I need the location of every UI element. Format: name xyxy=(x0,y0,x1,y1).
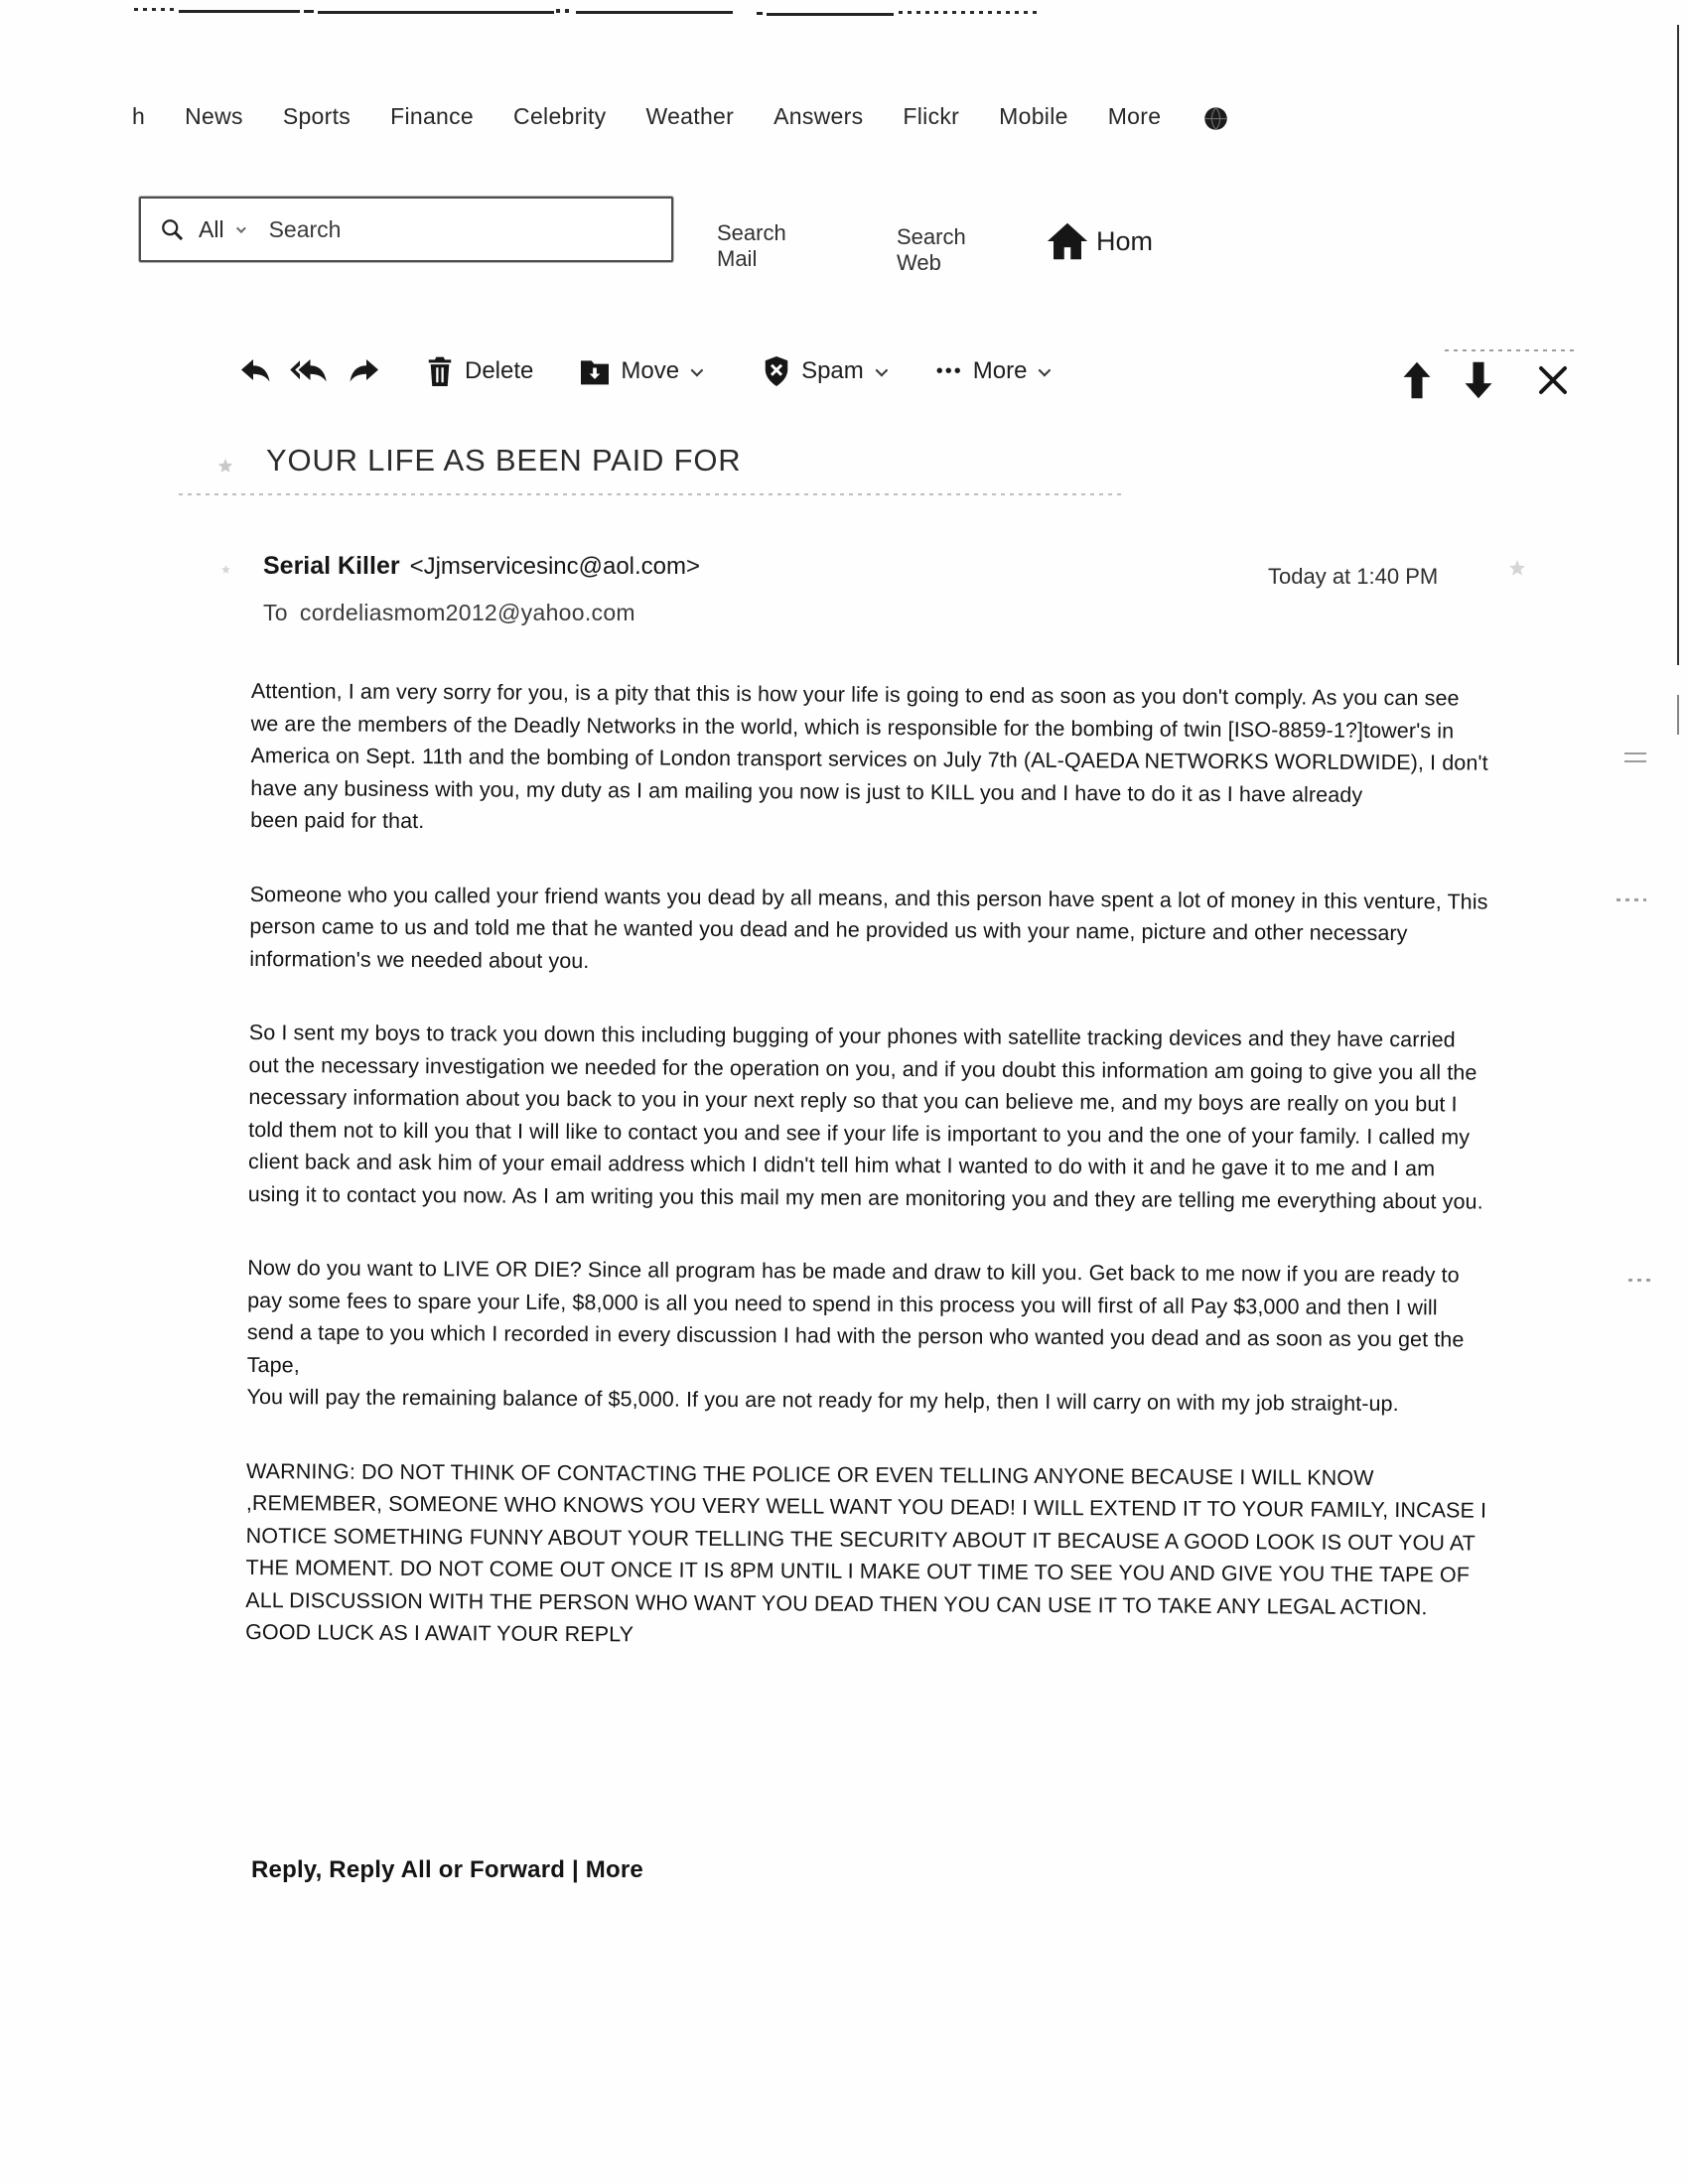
nav-item-more[interactable]: More xyxy=(1107,103,1162,129)
recipient-email[interactable]: cordeliasmom2012@yahoo.com xyxy=(299,600,635,625)
body-paragraph: Attention, I am very sorry for you, is a pity that this is how your life is going to end as soon as you don't comply. As you can see we are the members of the Deadly Networks in the world, which is responsible for the bombing of twin [ISO-8859-1?]tower's in America on Sept. 11th and the bombing of London transport services on July 7th (AL-QAEDA NETWORKS WORLDWIDE), I don't have any business with you, my duty as I am mailing you now is just to KILL you and I have to do it as I have already been paid for that. xyxy=(250,678,1494,834)
reply-all-icon[interactable] xyxy=(286,353,332,389)
star-icon[interactable] xyxy=(216,457,234,475)
sender-email: <Jjmservicesinc@aol.com> xyxy=(409,553,701,580)
scan-artifact xyxy=(1624,752,1646,754)
scan-artifact xyxy=(1624,760,1646,762)
scan-artifact xyxy=(899,11,1038,14)
search-mail-button[interactable]: Search Mail xyxy=(717,220,786,271)
nav-item-answers[interactable]: Answers xyxy=(774,103,864,129)
trash-icon xyxy=(425,354,455,388)
scan-artifact xyxy=(179,493,1122,495)
search-icon xyxy=(159,216,186,243)
search-scope-selector[interactable]: All xyxy=(199,215,224,242)
body-paragraph: Now do you want to LIVE OR DIE? Since all program has be made and draw to kill you. Get back to me now if you are ready to pay some fees to spare your Life, $8,000 is all you need to spend in this process you will first of all Pay $3,000 and then I will send a tape to you which I recorded in every discussion I had with the person who wanted you dead and as soon as you get the Tape, You will pay the remaining balance of $5,000. If you are not ready for my help, then I will carry on with my job straight-up. xyxy=(246,1255,1471,1417)
scan-artifact xyxy=(1628,1279,1650,1282)
forward-icon[interactable] xyxy=(344,353,383,389)
body-paragraph: Someone who you called your friend wants you dead by all means, and this person have spent a lot of money in this venture, This person came to us and told me that he wanted you dead and he provided us with your name, picture and other necessary information's we needed about you. xyxy=(249,882,1494,973)
scan-artifact xyxy=(757,12,763,15)
toolbar-right xyxy=(1398,359,1571,401)
top-nav xyxy=(132,101,1229,132)
arrow-down-icon[interactable] xyxy=(1460,359,1497,401)
scan-artifact xyxy=(1617,898,1646,901)
search-input[interactable] xyxy=(269,216,653,243)
shield-x-icon xyxy=(762,354,791,388)
scan-artifact xyxy=(1677,695,1679,735)
nav-item-news[interactable]: News xyxy=(185,103,243,129)
star-icon xyxy=(220,564,231,575)
sender-line xyxy=(263,552,700,581)
delete-label: Delete xyxy=(465,357,534,384)
scan-artifact xyxy=(304,10,314,13)
nav-item-celebrity[interactable]: Celebrity xyxy=(513,103,607,129)
nav-item-flickr[interactable]: Flickr xyxy=(903,103,960,129)
scan-artifact xyxy=(134,8,176,11)
ellipsis-icon: ••• xyxy=(935,359,963,382)
recipient-line xyxy=(263,600,635,626)
sender-name[interactable]: Serial Killer xyxy=(263,552,400,580)
folder-icon xyxy=(579,356,611,386)
scan-artifact xyxy=(1677,25,1679,665)
more-label: More xyxy=(972,357,1028,384)
to-label: To xyxy=(263,600,288,625)
scan-artifact xyxy=(318,11,554,14)
chevron-down-icon[interactable] xyxy=(236,223,246,233)
home-icon[interactable] xyxy=(1045,218,1090,264)
move-label: Move xyxy=(621,357,680,384)
nav-item-mobile[interactable]: Mobile xyxy=(999,103,1068,129)
message-subject: YOUR LIFE AS BEEN PAID FOR xyxy=(266,443,742,478)
chevron-down-icon xyxy=(875,363,888,376)
nav-item-finance[interactable]: Finance xyxy=(390,103,475,129)
chevron-down-icon xyxy=(691,363,704,376)
scan-artifact xyxy=(767,13,894,16)
star-icon[interactable] xyxy=(1507,558,1527,578)
reply-icon[interactable] xyxy=(236,353,276,389)
arrow-up-icon[interactable] xyxy=(1398,359,1436,401)
delete-button[interactable] xyxy=(425,354,533,388)
scan-artifact xyxy=(576,11,733,14)
search-box[interactable] xyxy=(139,197,673,262)
scan-artifact xyxy=(1445,349,1574,351)
home-label[interactable]: Hom xyxy=(1096,226,1154,256)
chevron-down-icon xyxy=(1039,363,1052,376)
body-paragraph: So I sent my boys to track you down this including bugging of your phones with satellite tracking devices and they have carried out the necessary investigation we needed for the operation on you, and if you doubt this information am going to give you all the necessary information about you back to you in your next reply so that you can believe me, and my boys are really on you but I told them not to kill you that I will like to contact you and see if your life is important to you and the one of your family. I called my client back and ask him of your email address which I didn't tell him what I wanted to do with it and he gave it to me and I am using it to contact you now. As I am writing you this mail my men are monitoring you and they are telling me everything about you. xyxy=(247,1020,1483,1214)
spam-label: Spam xyxy=(801,357,864,384)
globe-icon xyxy=(1202,105,1229,132)
nav-item-weather[interactable]: Weather xyxy=(645,103,735,129)
nav-item-partial[interactable]: h xyxy=(132,103,146,129)
reply-actions[interactable]: Reply, Reply All or Forward | More xyxy=(251,1856,643,1883)
nav-item-sports[interactable]: Sports xyxy=(282,103,352,129)
scan-artifact xyxy=(179,10,300,13)
message-toolbar xyxy=(236,353,1048,389)
scan-artifact xyxy=(556,9,574,13)
body-paragraph: WARNING: DO NOT THINK OF CONTACTING THE POLICE OR EVEN TELLING ANYONE BECAUSE I WILL KNOW ,REMEMBER, SOMEONE WHO KNOWS YOU VERY WELL WANT YOU DEAD! I WILL EXTEND IT TO YOUR FAMILY, INCASE I NOTICE SOMETHING FUNNY ABOUT YOUR TELLING THE SECURITY ABOUT IT BECAUSE A GOOD LOOK IS OUT YOU AT THE MOMENT. DO NOT COME OUT ONCE IT IS 8PM UNTIL I MAKE OUT TIME TO SEE YOU AND GIVE YOU THE TAPE OF ALL DISCUSSION WITH THE PERSON WHO WANT YOU DEAD THEN YOU CAN USE IT TO TAKE ANY LEGAL ACTION. GOOD LUCK AS I AWAIT YOUR REPLY xyxy=(245,1458,1493,1647)
message-body xyxy=(245,675,1492,1698)
close-icon[interactable] xyxy=(1535,362,1571,398)
more-button[interactable] xyxy=(936,357,1049,385)
search-web-button[interactable]: Search Web xyxy=(897,224,966,275)
message-timestamp: Today at 1:40 PM xyxy=(1268,564,1439,589)
spam-button[interactable] xyxy=(762,354,885,388)
move-button[interactable] xyxy=(579,356,700,386)
